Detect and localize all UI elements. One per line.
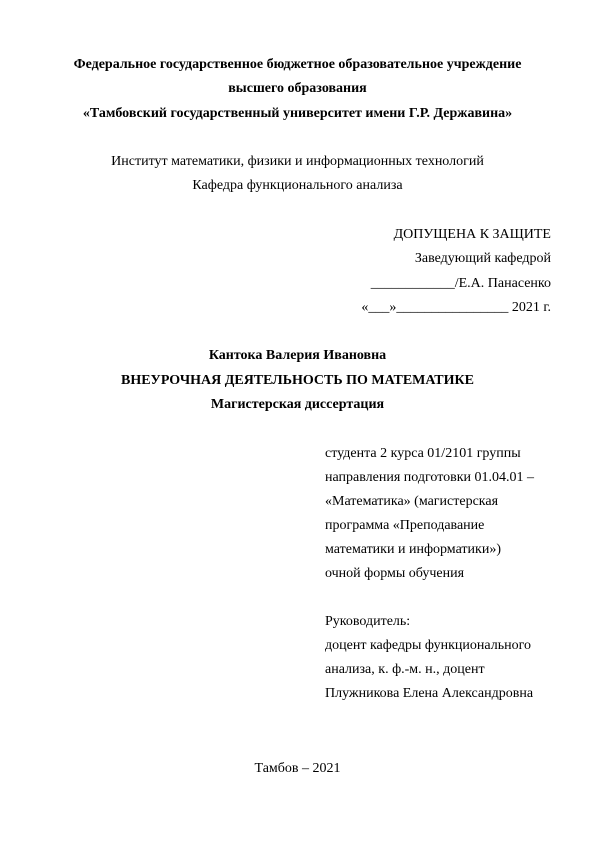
institute-name: Институт математики, физики и информационных технологий [111,154,484,169]
supervisor-line: доцент кафедры функционального [325,638,531,653]
student-info-block [325,446,565,710]
approval-date: «___»________________ 2021 г. [361,300,551,315]
approval-signature: ____________/Е.А. Панасенко [370,276,551,291]
header-line-2: высшего образования [228,81,367,96]
thesis-title: ВНЕУРОЧНАЯ ДЕЯТЕЛЬНОСТЬ ПО МАТЕМАТИКЕ [120,373,474,388]
supervisor-line: анализа, к. ф.-м. н., доцент [325,662,485,677]
student-info-line: студента 2 курса 01/2101 группы [325,446,521,461]
approval-position: Заведующий кафедрой [414,251,551,266]
student-info-line: направления подготовки 01.04.01 – [325,470,535,485]
header-line-3: «Тамбовский государственный университет имени Г.Р. Державина» [82,106,513,121]
approval-title: ДОПУЩЕНА К ЗАЩИТЕ [393,227,551,242]
header-line-1: Федеральное государственное бюджетное образовательное учреждение [73,57,522,72]
student-info-line: программа «Преподавание [325,518,485,533]
student-info-line: очной формы обучения [325,566,465,581]
department-name: Кафедра функционального анализа [192,178,403,193]
student-info-line: «Математика» (магистерская [325,494,499,509]
supervisor-label: Руководитель: [325,614,411,629]
city-year: Тамбов – 2021 [254,761,341,776]
student-info-line: математики и информатики») [325,542,501,557]
author-name: Кантока Валерия Ивановна [208,348,387,363]
supervisor-name: Плужникова Елена Александровна [325,686,534,701]
spacer [325,590,565,614]
thesis-type: Магистерская диссертация [210,397,385,412]
